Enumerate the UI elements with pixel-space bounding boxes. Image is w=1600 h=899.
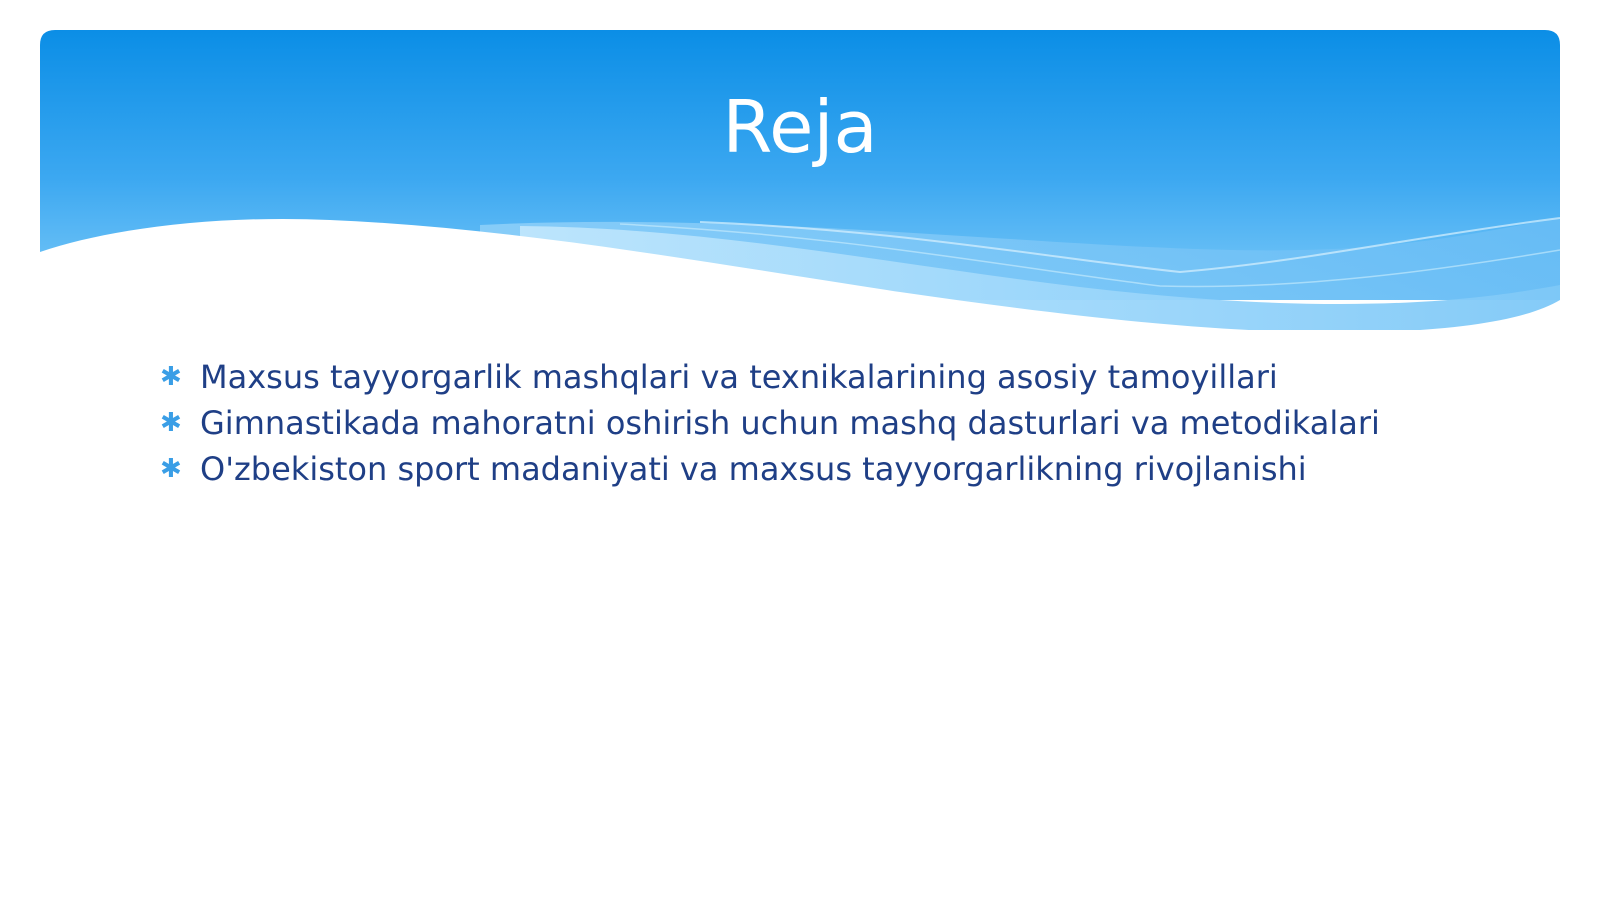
list-item bbox=[160, 354, 1540, 400]
asterisk-bullet-icon: ✱ bbox=[160, 408, 182, 438]
asterisk-bullet-icon: ✱ bbox=[160, 454, 182, 484]
asterisk-bullet-icon: ✱ bbox=[160, 362, 182, 392]
bullet-text: Gimnastikada mahoratni oshirish uchun mashq dasturlari va metodikalari bbox=[200, 404, 1380, 442]
bullet-list bbox=[160, 354, 1540, 492]
list-item bbox=[160, 400, 1540, 446]
slide-title: Reja bbox=[722, 85, 878, 169]
list-item bbox=[160, 446, 1540, 492]
bullet-text: Maxsus tayyorgarlik mashqlari va texnikalarining asosiy tamoyillari bbox=[200, 358, 1278, 396]
bullet-text: O'zbekiston sport madaniyati va maxsus tayyorgarlikning rivojlanishi bbox=[200, 450, 1307, 488]
